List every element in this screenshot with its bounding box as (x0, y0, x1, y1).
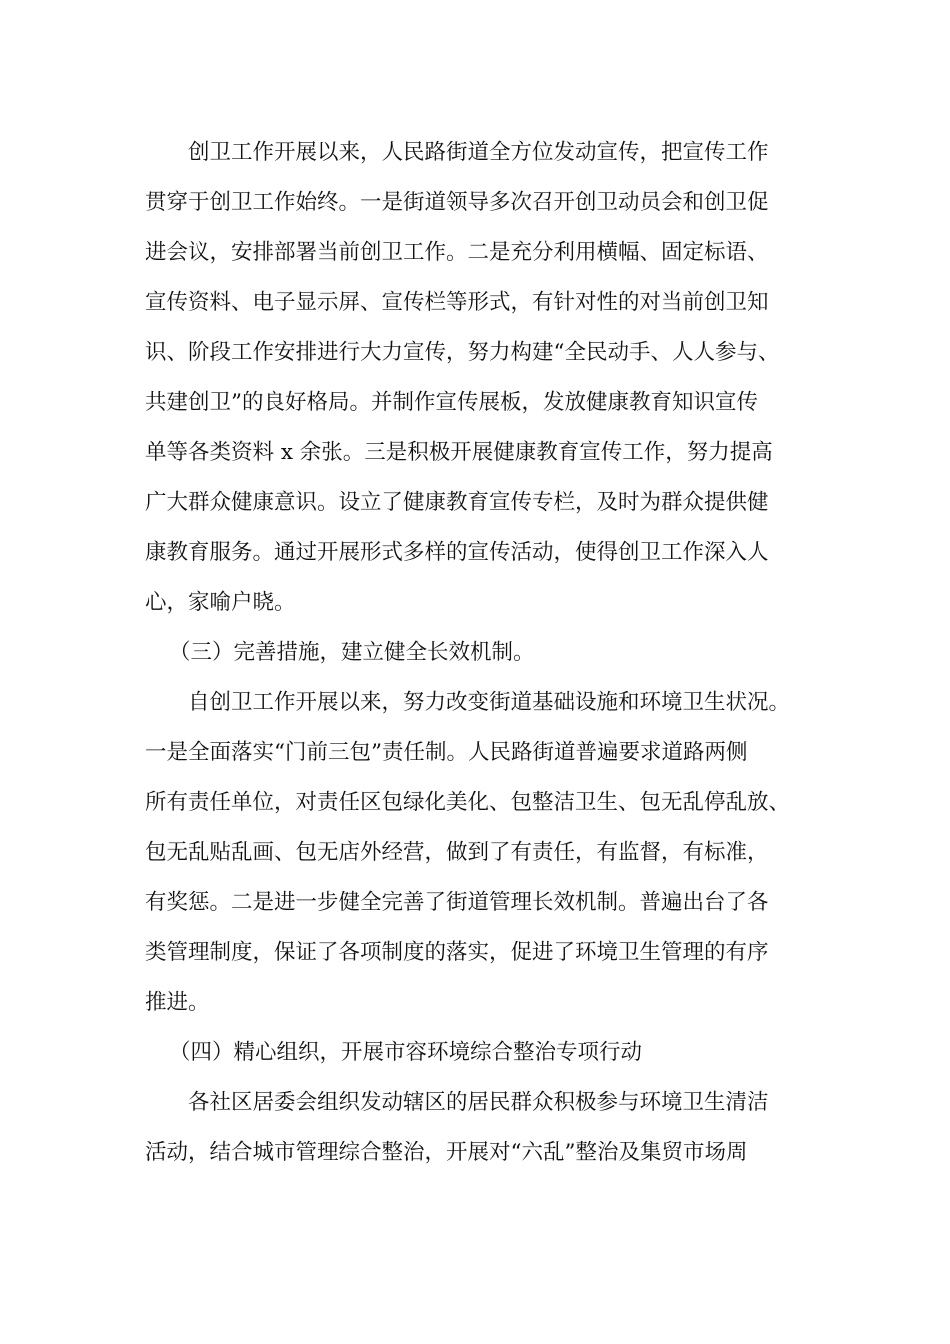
paragraph-line: 康教育服务。通过开展形式多样的宣传活动，使得创卫工作深入人 (145, 540, 769, 565)
paragraph-line: 类管理制度，保证了各项制度的落实，促进了环境卫生管理的有序 (145, 940, 769, 965)
paragraph-long-term-mechanism (145, 678, 825, 1028)
paragraph-line: 进会议，安排部署当前创卫工作。二是充分利用横幅、固定标语、 (145, 240, 769, 265)
paragraph-line: 所有责任单位，对责任区包绿化美化、包整洁卫生、包无乱停乱放、 (145, 790, 791, 815)
paragraph-publicity (145, 128, 825, 628)
paragraph-line: 自创卫工作开展以来，努力改变街道基础设施和环境卫生状况。 (188, 690, 791, 715)
paragraph-line: 有奖惩。二是进一步健全完善了街道管理长效机制。普遍出台了各 (145, 890, 769, 915)
paragraph-line: 活动，结合城市管理综合整治，开展对“六乱”整治及集贸市场周 (145, 1140, 748, 1165)
paragraph-line: 广大群众健康意识。设立了健康教育宣传专栏，及时为群众提供健 (145, 490, 769, 515)
paragraph-line: 创卫工作开展以来，人民路街道全方位发动宣传，把宣传工作 (188, 140, 769, 165)
paragraph-line: 共建创卫”的良好格局。并制作宣传展板，发放健康教育知识宣传 (145, 390, 758, 415)
paragraph-line: 心，家喻户晓。 (145, 590, 296, 615)
section-heading-4: （四）精心组织，开展市容环境综合整治专项行动 (169, 1040, 643, 1065)
paragraph-line: 单等各类资料 x 余张。三是积极开展健康教育宣传工作，努力提高 (145, 440, 773, 465)
paragraph-line: 一是全面落实“门前三包”责任制。人民路街道普遍要求道路两侧 (145, 740, 748, 765)
paragraph-line: 推进。 (145, 990, 210, 1015)
paragraph-city-appearance (145, 1078, 825, 1178)
paragraph-line: 各社区居委会组织发动辖区的居民群众积极参与环境卫生清洁 (188, 1090, 769, 1115)
paragraph-line: 贯穿于创卫工作始终。一是街道领导多次召开创卫动员会和创卫促 (145, 190, 769, 215)
paragraph-line: 识、阶段工作安排进行大力宣传，努力构建“全民动手、人人参与、 (145, 340, 780, 365)
paragraph-line: 包无乱贴乱画、包无店外经营，做到了有责任，有监督，有标准， (145, 840, 769, 865)
document-body (145, 128, 825, 1178)
section-heading-3: （三）完善措施，建立健全长效机制。 (169, 640, 535, 665)
paragraph-line: 宣传资料、电子显示屏、宣传栏等形式，有针对性的对当前创卫知 (145, 290, 769, 315)
